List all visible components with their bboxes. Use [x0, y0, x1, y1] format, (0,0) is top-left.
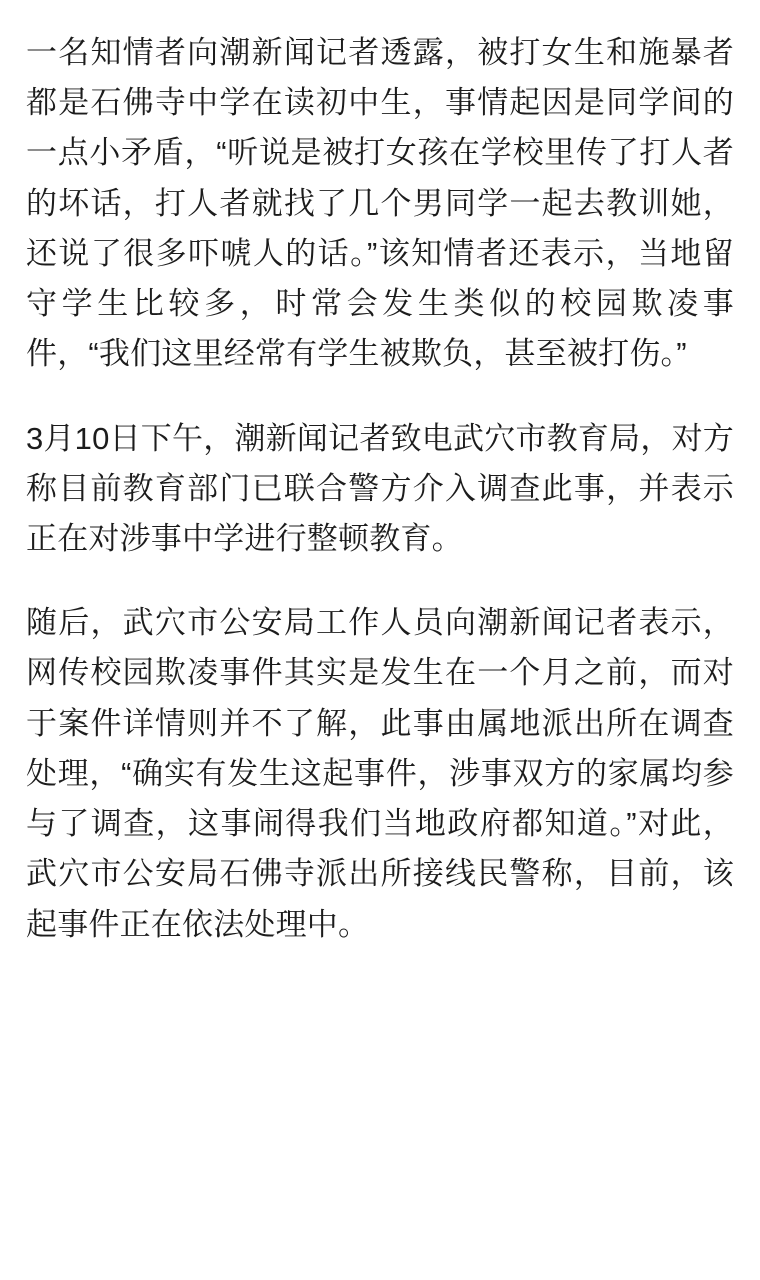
article-paragraph: 一名知情者向潮新闻记者透露，被打女生和施暴者都是石佛寺中学在读初中生，事情起因是同学间的一点小矛盾，“听说是被打女孩在学校里传了打人者的坏话，打人者就找了几个男同学一起去教训她，还说了很多吓唬人的话。”该知情者还表示，当地留守学生比较多，时常会发生类似的校园欺凌事件，“我们这里经常有学生被欺负，甚至被打伤。” [26, 35, 734, 372]
article-paragraph: 随后，武穴市公安局工作人员向潮新闻记者表示，网传校园欺凌事件其实是发生在一个月之前，而对于案件详情则并不了解，此事由属地派出所在调查处理，“确实有发生这起事件，涉事双方的家属均参与了调查，这事闹得我们当地政府都知道。”对此，武穴市公安局石佛寺派出所接线民警称，目前，该起事件正在依法处理中。 [26, 605, 734, 942]
article-paragraph: 3月10日下午，潮新闻记者致电武穴市教育局，对方称目前教育部门已联合警方介入调查此事，并表示正在对涉事中学进行整顿教育。 [26, 420, 734, 556]
